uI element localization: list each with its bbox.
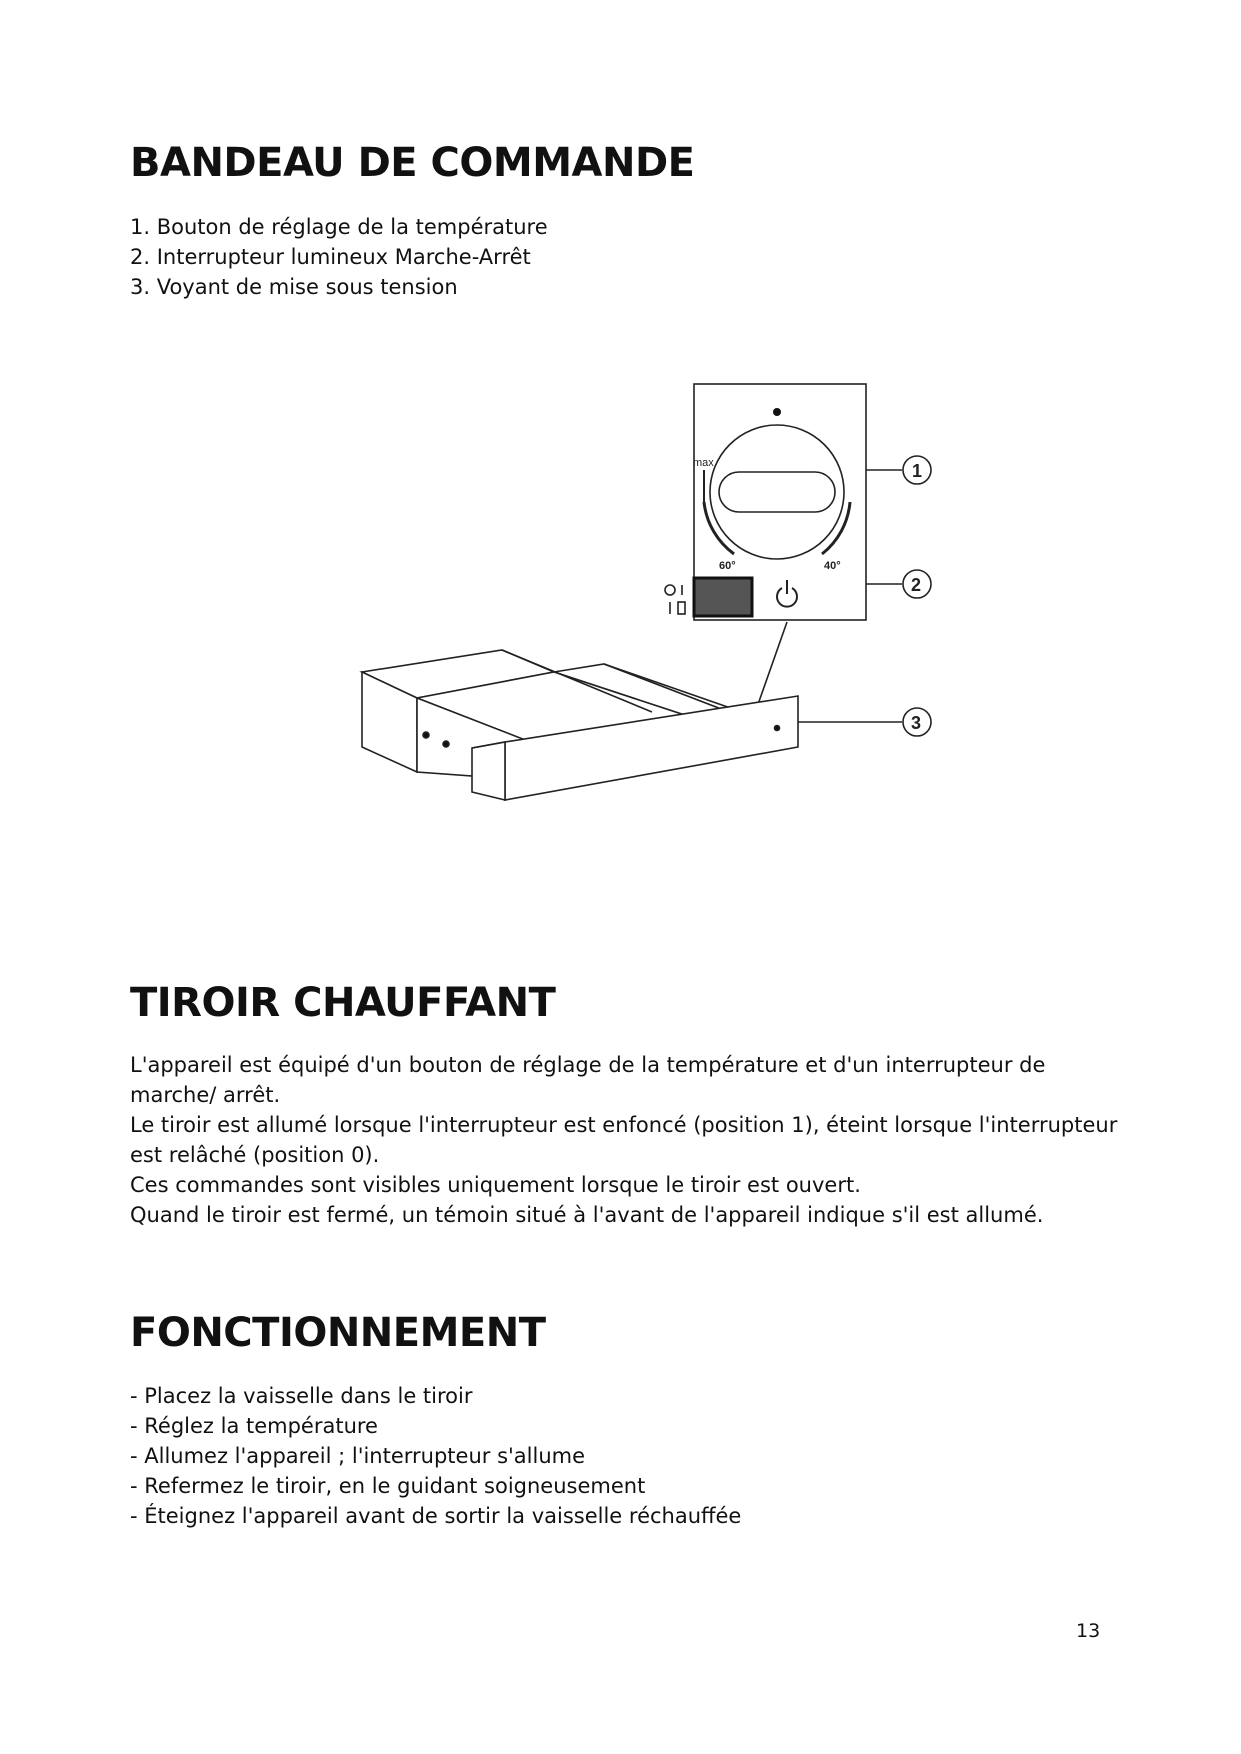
control-panel-list [130, 212, 548, 302]
tiroir-description [130, 1050, 1130, 1230]
page-number: 13 [1076, 1620, 1101, 1642]
section-title-fonctionnement: FONCTIONNEMENT [130, 1310, 546, 1356]
callout-label-2: 2 [911, 575, 922, 595]
dial-label-40: 40° [824, 560, 841, 572]
list-item: - Réglez la température [130, 1414, 378, 1438]
dial-label-max: max [693, 457, 714, 469]
operation-steps [130, 1381, 741, 1531]
section-title-bandeau: BANDEAU DE COMMANDE [130, 140, 695, 186]
list-item: - Placez la vaisselle dans le tiroir [130, 1384, 473, 1408]
section-title-tiroir: TIROIR CHAUFFANT [130, 980, 556, 1026]
paragraph: Ces commandes sont visibles uniquement lorsque le tiroir est ouvert. [130, 1173, 861, 1197]
paragraph: Le tiroir est allumé lorsque l'interrupteur est enfoncé (position 1), éteint lorsque l'interrupteur est relâché (position 0). [130, 1113, 1118, 1167]
list-item: - Allumez l'appareil ; l'interrupteur s'allume [130, 1444, 586, 1468]
callout-label-3: 3 [911, 713, 922, 733]
paragraph: L'appareil est équipé d'un bouton de réglage de la température et d'un interrupteur de marche/ arrêt. [130, 1053, 1046, 1107]
list-item: 2. Interrupteur lumineux Marche-Arrêt [130, 245, 531, 269]
callout-label-1: 1 [912, 461, 923, 481]
dial-grip [719, 472, 835, 512]
warming-drawer-illustration [322, 352, 962, 892]
list-item: 1. Bouton de réglage de la température [130, 215, 548, 239]
position-symbol-icon [665, 585, 685, 614]
power-switch [694, 578, 752, 616]
list-item: - Refermez le tiroir, en le guidant soigneusement [130, 1474, 646, 1498]
indicator-light [775, 726, 780, 731]
dial-label-60: 60° [719, 560, 736, 572]
paragraph: Quand le tiroir est fermé, un témoin situé à l'avant de l'appareil indique s'il est allumé. [130, 1203, 1044, 1227]
list-item: 3. Voyant de mise sous tension [130, 275, 458, 299]
list-item: - Éteignez l'appareil avant de sortir la vaisselle réchauffée [130, 1504, 742, 1528]
